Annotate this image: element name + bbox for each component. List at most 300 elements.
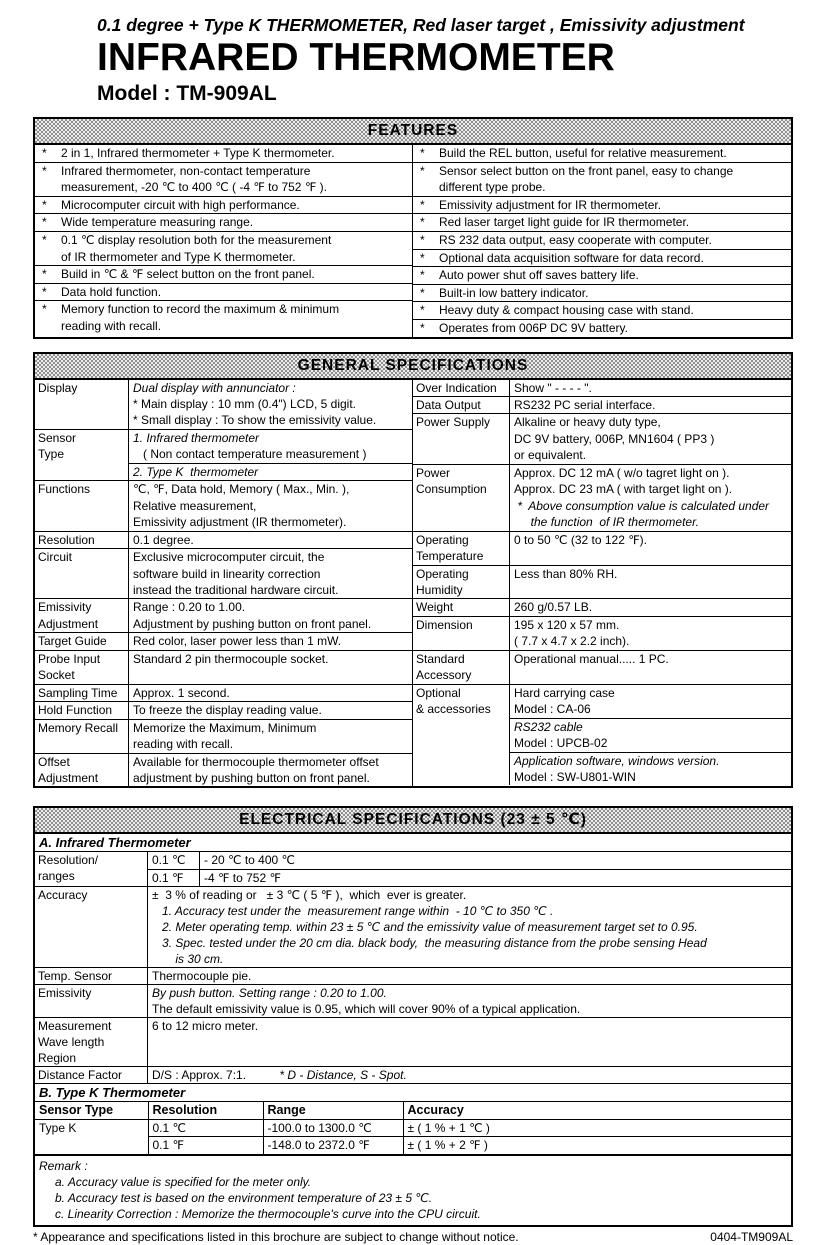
spec-label [413,532,510,565]
spec-line [514,498,789,514]
features-right-column [413,145,791,337]
spec-value [510,397,791,413]
spec-label-line: & accessories [416,702,491,717]
spec-value-block [510,685,791,718]
spec-label [35,481,129,530]
spec-value-block [129,532,412,548]
spec-text-segment: 260 g/0.57 LB. [514,600,593,615]
general-specs-header: GENERAL SPECIFICATIONS [35,354,791,380]
feature-line: Emissivity adjustment for IR thermometer. [439,197,662,212]
spec-text-segment: ( 7.7 x 4.7 x 2.2 inch). [514,634,630,649]
spec-line [133,430,410,446]
spec-text-segment: 6 to 12 micro meter. [152,1019,259,1034]
features-header: FEATURES [35,119,791,145]
feature-item [35,283,412,301]
spec-value [129,599,412,632]
feature-line: RS 232 data output, easy cooperate with computer. [439,232,712,247]
spec-text-segment: RS232 cable [514,719,583,734]
spec-text-segment: Show " - - - - ". [514,380,592,395]
spec-row [413,565,791,599]
spec-text-segment: Less than 80% RH. [514,566,618,581]
spec-row [413,413,791,463]
spec-label [413,414,510,463]
spec-value [510,380,791,396]
spec-line [152,968,789,984]
spec-text-segment: * D - Distance, S - Spot. [246,1068,407,1083]
spec-value [148,1067,791,1083]
feature-text [61,197,412,214]
spec-label-line: Hold Function [38,703,113,718]
spec-value-block [129,463,412,480]
spec-line [514,701,789,717]
spec-text-segment: 195 x 120 x 57 mm. [514,617,620,632]
spec-row [35,1067,791,1084]
feature-line: Operates from 006P DC 9V battery. [439,320,628,335]
spec-row [413,396,791,413]
spec-line [133,582,410,598]
spec-row [35,753,412,787]
general-specifications-section [33,352,793,789]
spec-line [152,887,789,903]
table-cell: 0.1 ℉ [148,1137,263,1155]
spec-text-segment: * Small display : To show the emissivity value. [133,413,377,428]
feature-item [413,319,791,337]
spec-value-block [510,397,791,413]
bullet-asterisk: * [420,215,425,230]
spec-label-line: ranges [38,869,75,884]
spec-text-segment: Dual display with annunciator : [133,380,296,395]
spec-line [152,903,789,919]
spec-label [35,852,148,886]
spec-line [514,735,789,751]
spec-line [133,702,410,718]
page-title: INFRARED THERMOMETER [97,36,615,79]
spec-text-segment: 1. Accuracy test under the measurement range within - 10 ℃ to 350 ℃ . [152,904,554,919]
spec-line [152,919,789,935]
spec-line [514,447,789,463]
bullet-asterisk: * [420,320,425,335]
feature-line: Wide temperature measuring range. [61,215,254,230]
feature-text [439,197,791,214]
feature-item [35,145,412,162]
spec-line [133,651,410,667]
spec-value-block [129,481,412,530]
feature-line: Memory function to record the maximum & minimum [61,302,340,317]
page-tagline: 0.1 degree + Type K THERMOMETER, Red laser target , Emissivity adjustment [97,15,745,35]
spec-text-segment: Approx. DC 12 mA ( w/o tagret light on ). [514,465,730,480]
feature-item [413,266,791,284]
spec-line [133,446,410,462]
spec-label-line: Wave length [38,1035,105,1050]
range-cell: -4 ℉ to 752 ℉ [204,870,281,885]
spec-line [133,770,410,786]
resolution-range-row [148,869,791,887]
bullet-asterisk: * [42,302,47,317]
spec-label-line: Consumption [416,482,487,497]
spec-value-block [148,1067,791,1083]
feature-line: Microcomputer circuit with high performance. [61,197,300,212]
spec-row [35,701,412,718]
spec-text-segment: Approx. DC 23 mA ( with target light on ). [514,482,733,497]
feature-line: Red laser target light guide for IR thermometer. [439,215,690,230]
spec-label-line: Offset [38,754,70,769]
spec-line [133,616,410,632]
bullet-asterisk: * [42,215,47,230]
section-a-title: A. Infrared Thermometer [35,834,791,852]
spec-label [35,754,129,787]
spec-value [129,532,412,548]
table-cell: Type K [35,1119,148,1154]
feature-item [413,249,791,267]
spec-label [413,465,510,531]
spec-label-line: Standard [416,651,465,666]
spec-text-segment: D/S : Approx. 7:1. [152,1068,247,1083]
spec-line [133,549,410,565]
table-cell: ± ( 1 % + 1 ℃ ) [403,1119,791,1137]
spec-line [514,753,789,769]
spec-row [35,985,791,1018]
spec-label [35,720,129,753]
features-columns [35,145,791,337]
bullet-asterisk: * [42,163,47,178]
spec-row [35,684,412,701]
feature-item [413,284,791,302]
spec-value [129,549,412,598]
spec-label [35,1067,148,1083]
spec-line [514,719,789,735]
spec-value-block [510,651,791,684]
feature-text [61,301,412,334]
spec-row [413,464,791,531]
spec-label-line: Emissivity [38,600,92,615]
spec-text-segment: RS232 PC serial interface. [514,397,656,412]
spec-value [129,481,412,530]
spec-text-segment: Memorize the Maximum, Minimum [133,720,317,735]
range-cell: - 20 ℃ to 400 ℃ [204,853,295,868]
spec-text-segment: ± 3 % of reading or ± 3 ℃ ( 5 ℉ ), which ever is greater. [152,888,467,903]
spec-line [133,498,410,514]
spec-label-line: Type [38,447,65,462]
spec-label-line: Probe Input [38,651,101,666]
table-header-cell: Range [263,1102,403,1119]
bullet-asterisk: * [42,146,47,160]
feature-line: of IR thermometer and Type K thermometer. [61,249,296,264]
spec-value-block [510,566,791,599]
feature-item [413,145,791,162]
spec-value-block [129,720,412,753]
spec-label [413,651,510,684]
spec-label-line: Dimension [416,617,473,632]
spec-row [413,531,791,565]
spec-line [514,380,789,396]
spec-value [148,1018,791,1066]
remark-title: Remark : [39,1158,88,1173]
spec-value [510,532,791,565]
spec-value-block [148,887,791,967]
spec-value-block [129,599,412,632]
feature-text [439,302,791,319]
feature-line: measurement, -20 ℃ to 400 ℃ ( -4 ℉ to 752 ℉ ). [61,180,327,195]
feature-line: Auto power shut off saves battery life. [439,268,639,283]
spec-line [514,617,789,633]
bullet-asterisk: * [420,303,425,318]
spec-text-segment: is 30 cm. [152,952,224,967]
bullet-asterisk: * [420,285,425,300]
spec-line [152,1018,789,1034]
feature-item [35,265,412,283]
feature-item [35,213,412,231]
bullet-asterisk: * [42,267,47,282]
feature-line: Data hold function. [61,284,162,299]
feature-item [413,196,791,214]
feature-text [439,250,791,267]
spec-label-line: Over Indication [416,380,497,395]
spec-label-line: Humidity [416,582,463,597]
feature-line: Build the REL button, useful for relative measurement. [439,146,727,160]
spec-value [510,414,791,463]
spec-value [510,651,791,684]
spec-label [35,380,129,429]
spec-row [413,650,791,684]
spec-line [133,720,410,736]
spec-value-block [129,685,412,701]
spec-value-block [510,617,791,650]
feature-line: Heavy duty & compact housing case with stand. [439,303,694,318]
spec-line [133,481,410,497]
electrical-specifications-section [33,806,793,1227]
feature-text [439,145,791,162]
feature-text [61,232,412,265]
spec-label-line: Sampling Time [38,685,118,700]
bullet-asterisk: * [42,232,47,247]
spec-text-segment: instead the traditional hardware circuit. [133,582,339,597]
spec-label-line: Region [38,1051,77,1066]
spec-label [35,1018,148,1066]
spec-text-segment: Approx. 1 second. [133,685,230,700]
feature-text [439,214,791,231]
spec-label-line: Memory Recall [38,720,119,735]
spec-text-segment: reading with recall. [133,737,234,752]
bullet-asterisk: * [420,268,425,283]
spec-label [35,985,148,1017]
table-row [35,1137,791,1155]
spec-label-line: Circuit [38,550,73,565]
spec-label [35,968,148,984]
spec-line [514,566,789,582]
spec-text-segment: Range : 0.20 to 1.00. [133,600,246,615]
spec-label-line: Data Output [416,397,481,412]
spec-value-block [510,718,791,752]
spec-line [133,412,410,428]
remark-block [35,1155,791,1225]
spec-value-block [129,380,412,429]
spec-row [35,968,791,985]
spec-value [148,887,791,967]
table-row [35,1119,791,1137]
spec-label [413,617,510,650]
spec-value-block [510,380,791,396]
spec-line [514,651,789,667]
spec-label-line: Accessory [416,668,472,683]
spec-value-block [129,702,412,718]
feature-text [439,163,791,196]
spec-row [35,531,412,548]
bullet-asterisk: * [420,250,425,265]
spec-line [152,935,789,951]
spec-label [413,397,510,413]
spec-text-segment: 1. Infrared thermometer [133,430,260,445]
spec-line [133,754,410,770]
spec-text-segment: Model : CA-06 [514,702,591,717]
remark-item: b. Accuracy test is based on the environment temperature of 23 ± 5 ℃. [55,1190,433,1205]
feature-text [61,145,412,162]
spec-line [133,532,410,548]
type-k-table [35,1102,791,1155]
spec-value-block [129,430,412,463]
bullet-asterisk: * [420,232,425,247]
spec-value-block [510,414,791,463]
spec-label-line: Socket [38,668,75,683]
feature-line: 2 in 1, Infrared thermometer + Type K thermometer. [61,146,335,160]
spec-label [413,599,510,615]
bullet-asterisk: * [42,284,47,299]
footer-note: * Appearance and specifications listed in this brochure are subject to change without notice. [33,1229,519,1244]
spec-value [129,720,412,753]
spec-line [514,465,789,481]
spec-value-block [129,549,412,598]
spec-line [133,685,410,701]
spec-text-segment: Adjustment by pushing button on front panel. [133,616,372,631]
spec-line [514,769,789,785]
table-header-row [35,1102,791,1119]
spec-row [413,598,791,615]
spec-value-block [129,651,412,684]
spec-line [514,514,789,530]
spec-label-line: Adjustment [38,616,99,631]
spec-label [35,685,129,701]
table-cell: -100.0 to 1300.0 ℃ [263,1119,403,1137]
spec-row [413,684,791,786]
spec-line [133,464,410,480]
feature-line: Built-in low battery indicator. [439,285,589,300]
spec-text-segment: or equivalent. [514,448,587,463]
spec-value-block [148,985,791,1017]
spec-text-segment: ( Non contact temperature measurement ) [133,447,367,462]
table-header-cell: Resolution [148,1102,263,1119]
bullet-asterisk: * [42,197,47,212]
spec-text-segment: By push button. Setting range : 0.20 to 1.00. [152,986,387,1001]
table-header-cell: Accuracy [403,1102,791,1119]
spec-value-block [510,465,791,531]
spec-label [35,599,129,632]
feature-line: Build in ℃ & ℉ select button on the front panel. [61,267,315,282]
feature-text [61,266,412,283]
spec-line [514,481,789,497]
table-header-cell: Sensor Type [35,1102,148,1119]
spec-label-line: Target Guide [38,634,107,649]
spec-row [413,616,791,650]
spec-text-segment: 0.1 degree. [133,532,194,547]
spec-row [35,632,412,649]
spec-text-segment: Alkaline or heavy duty type, [514,415,661,430]
spec-value [129,651,412,684]
spec-value [129,430,412,480]
spec-label [413,380,510,396]
spec-line [133,396,410,412]
spec-row [35,380,412,429]
spec-text-segment: 0 to 50 ℃ (32 to 122 ℉). [514,532,647,547]
remark-item: c. Linearity Correction : Memorize the thermocouple's curve into the CPU circuit. [55,1206,481,1221]
spec-value [148,852,791,886]
doc-number: 0404-TM909AL [710,1229,793,1244]
spec-row [35,719,412,753]
spec-text-segment: Exclusive microcomputer circuit, the [133,550,325,565]
feature-text [439,285,791,302]
spec-value [129,685,412,701]
spec-text-segment: Model : UPCB-02 [514,736,608,751]
spec-row [35,480,412,530]
spec-line [152,1067,789,1083]
feature-item [413,301,791,319]
spec-label-line: Operating [416,532,469,547]
feature-text [439,232,791,249]
features-section [33,117,793,339]
spec-text-segment: 2. Type K thermometer [133,464,259,479]
spec-text-segment: Application software, windows version. [514,753,720,768]
spec-value-block [129,633,412,649]
spec-line [514,633,789,649]
electrical-specs-header: ELECTRICAL SPECIFICATIONS (23 ± 5 ℃) [35,808,791,834]
table-cell: 0.1 ℃ [148,1119,263,1137]
spec-value [510,617,791,650]
remark-items [39,1174,787,1222]
spec-line [152,1001,789,1017]
spec-line [133,566,410,582]
feature-text [61,284,412,301]
spec-value-block [129,754,412,787]
feature-item [413,213,791,231]
spec-text-segment: ℃, ℉, Data hold, Memory ( Max., Min. ), [133,482,350,497]
feature-item [35,196,412,214]
features-left-column [35,145,413,337]
spec-label-line: Resolution/ [38,853,99,868]
spec-row [35,429,412,480]
spec-row [413,380,791,396]
spec-label-line: Optional [416,685,461,700]
spec-row [35,887,791,968]
general-specs-right-column [413,380,791,787]
spec-text-segment: The default emissivity value is 0.95, which will cover 90% of a typical application. [152,1002,581,1017]
feature-item [413,162,791,196]
spec-text-segment: 2. Meter operating temp. within 23 ± 5 ℃ and the emissivity value of measurement target set to 0.95. [152,920,698,935]
spec-label-line: Weight [416,600,454,615]
spec-value [510,566,791,599]
feature-line: Infrared thermometer, non-contact temperature [61,163,311,178]
feature-line: Optional data acquisition software for data record. [439,250,704,265]
spec-line [514,532,789,548]
feature-text [61,163,412,196]
spec-value [129,754,412,787]
spec-line [133,599,410,615]
spec-label [35,702,129,718]
spec-label [35,532,129,548]
spec-label [35,887,148,967]
page-footer [33,1230,793,1245]
bullet-asterisk: * [420,163,425,178]
spec-line [514,431,789,447]
spec-line [514,685,789,701]
spec-line [133,380,410,396]
